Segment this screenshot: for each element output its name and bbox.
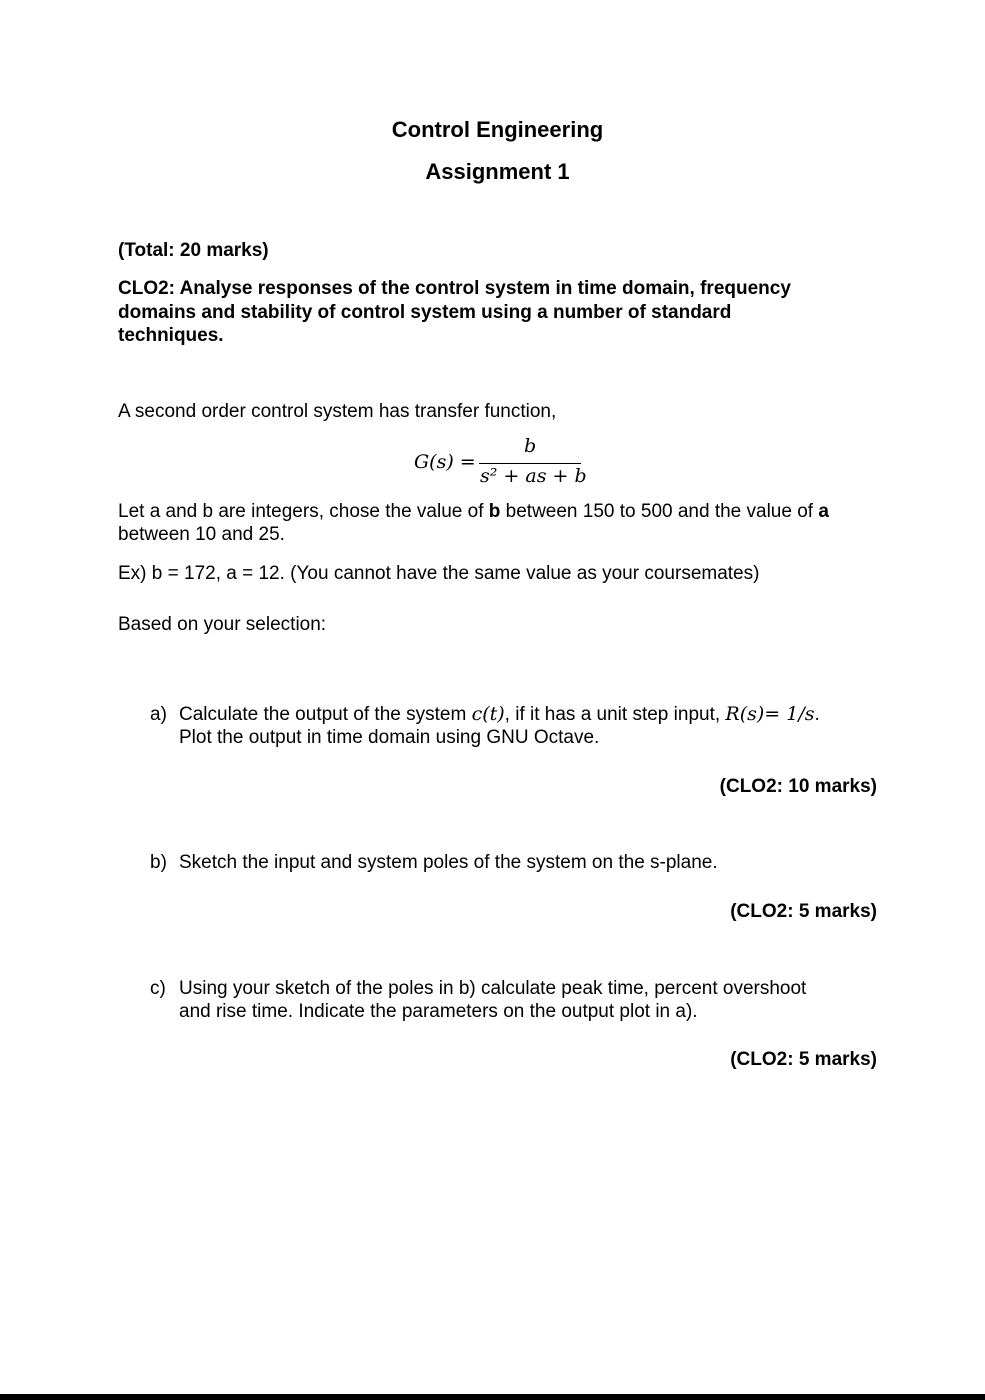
- question-b-label: b): [150, 852, 167, 873]
- question-a-math-ct: c(t): [471, 703, 505, 725]
- clo-line-1: CLO2: Analyse responses of the control system in time domain, frequency: [118, 278, 791, 299]
- clo-line-3: techniques.: [118, 325, 224, 346]
- instructions-line-1: [118, 500, 829, 523]
- question-c-label: c): [150, 978, 166, 999]
- question-a-label: a): [150, 704, 167, 725]
- question-a-text-1: Calculate the output of the system: [179, 704, 472, 725]
- question-b-line-1: Sketch the input and system poles of the system on the s-plane.: [179, 852, 718, 873]
- clo-line-2: domains and stability of control system using a number of standard: [118, 302, 732, 323]
- example-text: Ex) b = 172, a = 12. (You cannot have the same value as your coursemates): [118, 563, 760, 584]
- question-a-line-1: [179, 703, 820, 726]
- instructions-b: b: [488, 501, 501, 522]
- instructions-text-1: Let a and b are integers, chose the value of: [118, 501, 489, 522]
- question-b-marks: (CLO2: 5 marks): [730, 901, 877, 922]
- question-c-marks: (CLO2: 5 marks): [730, 1049, 877, 1070]
- question-a-marks: (CLO2: 10 marks): [719, 776, 877, 797]
- question-a-line-2: Plot the output in time domain using GNU Octave.: [179, 727, 600, 748]
- equation-numerator: b: [524, 435, 537, 457]
- total-marks: (Total: 20 marks): [118, 240, 269, 261]
- question-a-text-2: , if it has a unit step input,: [504, 704, 726, 725]
- question-a-math-rs: R(s)= 1/s: [725, 703, 815, 725]
- document-subtitle: Assignment 1: [425, 159, 570, 184]
- document-title: Control Engineering: [391, 117, 604, 142]
- equation-lhs: G(s) =: [414, 451, 476, 473]
- based-on-text: Based on your selection:: [118, 614, 327, 635]
- instructions-line-2: between 10 and 25.: [118, 524, 285, 545]
- question-a-text-3: .: [814, 704, 820, 725]
- question-c-line-2: and rise time. Indicate the parameters on the output plot in a).: [179, 1001, 698, 1022]
- intro-text: A second order control system has transfer function,: [118, 401, 557, 422]
- instructions-a: a: [818, 501, 829, 522]
- instructions-text-2: between 150 to 500 and the value of: [500, 501, 819, 522]
- page-bottom-border: [0, 1394, 985, 1400]
- equation-denominator: s² + as + b: [480, 465, 587, 487]
- fraction-bar: [479, 463, 581, 464]
- question-c-line-1: Using your sketch of the poles in b) calculate peak time, percent overshoot: [179, 978, 807, 999]
